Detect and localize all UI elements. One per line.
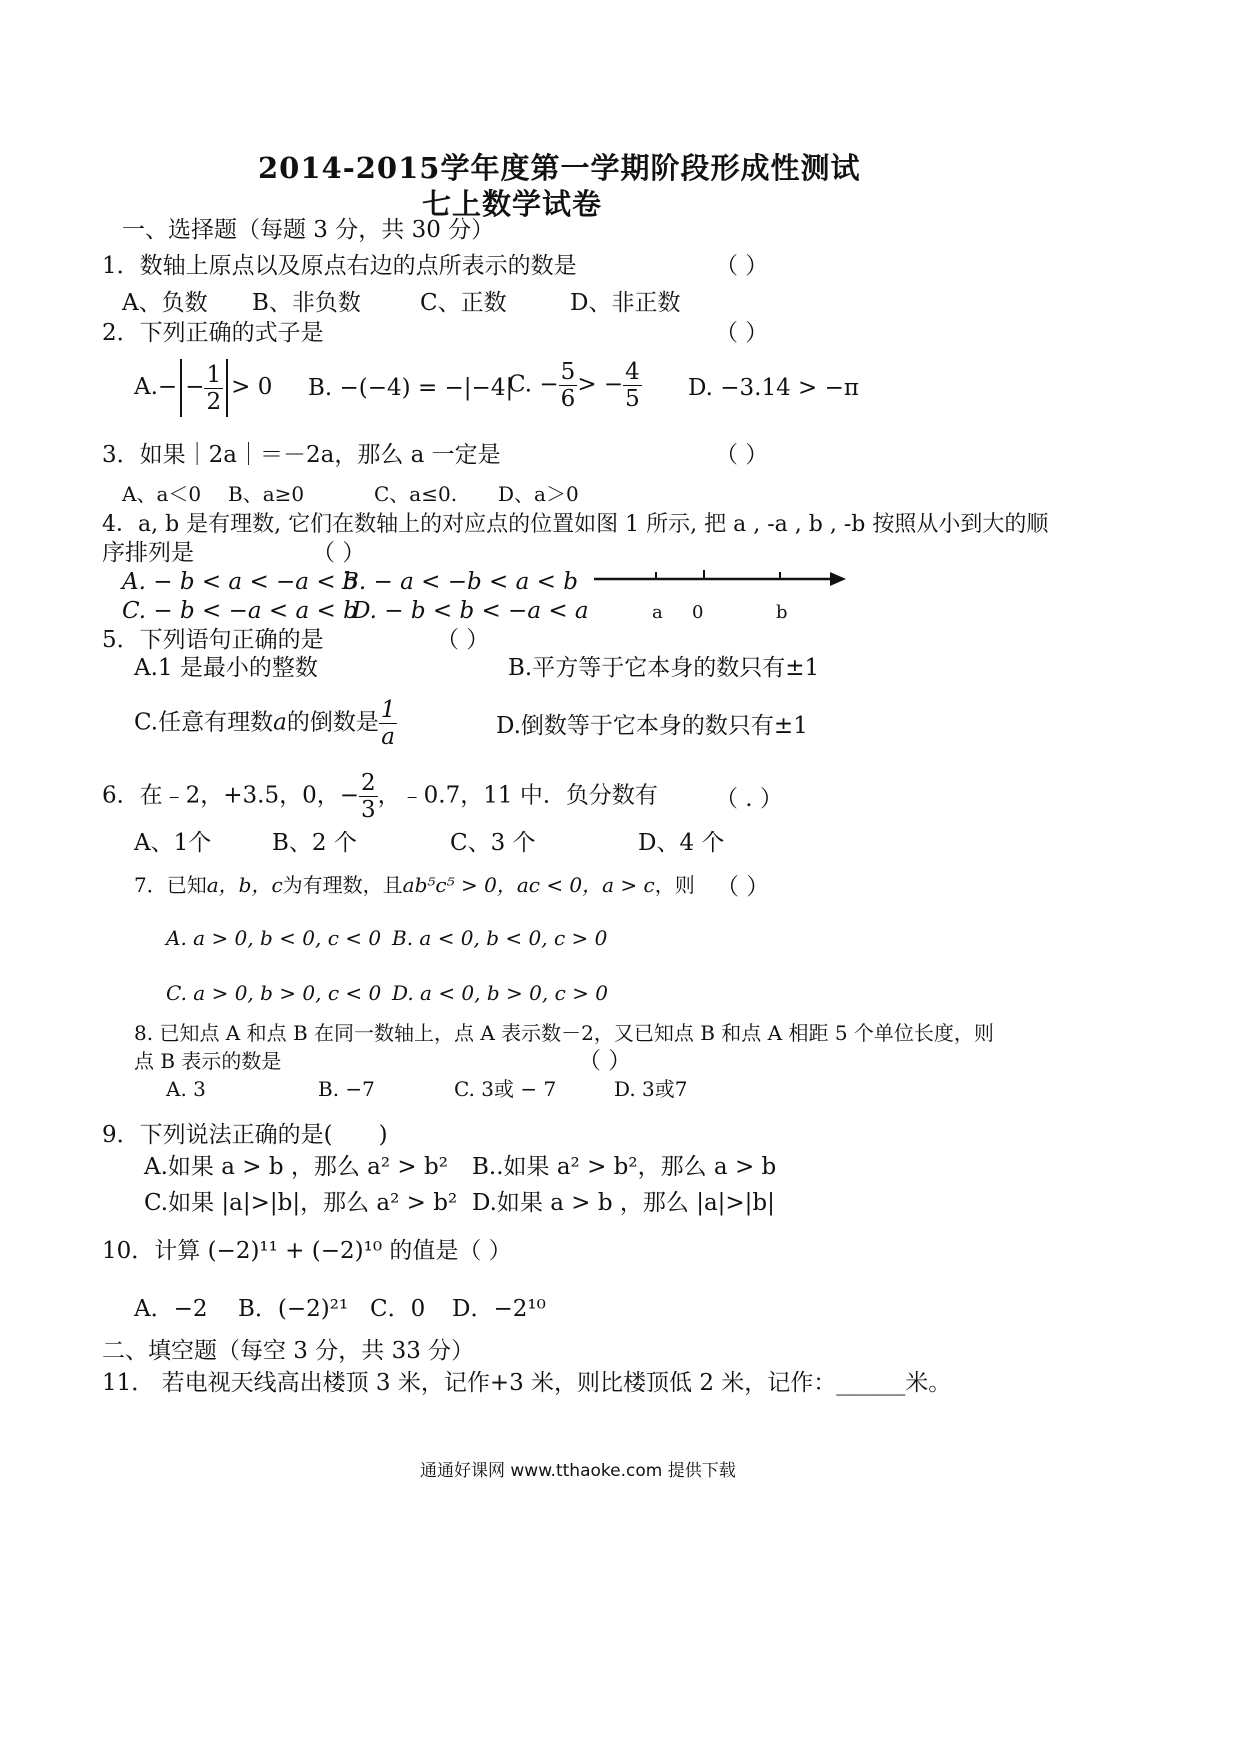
option-b: B..如果 a² > b²，那么 a > b bbox=[472, 1154, 777, 1180]
stem-part: ，则 bbox=[654, 873, 695, 897]
stem-condition: ab⁵c⁵ > 0，ac < 0，a > c bbox=[402, 873, 655, 897]
option-d: D、4 个 bbox=[638, 830, 725, 856]
answer-paren: （ ） bbox=[312, 540, 366, 566]
option-a: A、1个 bbox=[134, 830, 212, 856]
answer-paren: （ ） bbox=[715, 253, 769, 279]
numerator: 4 bbox=[625, 359, 640, 385]
option-d: D.倒数等于它本身的数只有±1 bbox=[496, 713, 808, 739]
option-c bbox=[134, 697, 397, 750]
option-c: C、3 个 bbox=[450, 830, 536, 856]
option-label: C. − bbox=[508, 371, 559, 398]
option-b: B、非负数 bbox=[252, 290, 361, 316]
arrow-head-icon bbox=[830, 572, 846, 586]
fraction bbox=[559, 359, 578, 412]
option-b: B.平方等于它本身的数只有±1 bbox=[508, 655, 820, 681]
option-a: A、负数 bbox=[122, 290, 208, 316]
stem-part: ，﹣0.7，11 中．负分数有 bbox=[377, 782, 658, 809]
fraction bbox=[379, 697, 398, 750]
denominator: 2 bbox=[206, 388, 222, 415]
numerator: 1 bbox=[380, 697, 396, 723]
question-stem-cont: 序排列是 bbox=[102, 540, 194, 566]
option-d: D．−2¹⁰ bbox=[452, 1296, 546, 1322]
option-d: D. a < 0, b > 0, c > 0 bbox=[392, 981, 608, 1005]
option-a: A.如果 a > b ，那么 a² > b² bbox=[144, 1154, 448, 1180]
option-label: A. bbox=[134, 374, 158, 400]
section-heading-fill: 二、填空题（每空 3 分，共 33 分） bbox=[102, 1338, 475, 1364]
section-heading-choice: 一、选择题（每题 3 分，共 30 分） bbox=[122, 217, 495, 243]
option-c: C. a > 0, b > 0, c < 0 bbox=[166, 981, 382, 1005]
question-stem: 5．下列语句正确的是 bbox=[102, 627, 324, 653]
denominator: 5 bbox=[625, 386, 640, 412]
question-stem: 4．a, b 是有理数, 它们在数轴上的对应点的位置如图 1 所示, 把 a , -a , b , -b 按照从小到大的顺 bbox=[102, 512, 1049, 537]
variable: a bbox=[273, 709, 287, 736]
page-title: 2014-2015学年度第一学期阶段形成性测试 bbox=[258, 151, 861, 185]
option-a: A、a＜0 bbox=[122, 482, 202, 506]
question-stem bbox=[102, 770, 658, 823]
option-b: B. − a < −b < a < b bbox=[342, 569, 578, 595]
question-stem: 1．数轴上原点以及原点右边的点所表示的数是 bbox=[102, 253, 577, 279]
answer-paren: （ ） bbox=[715, 320, 769, 346]
answer-paren: （ ） bbox=[716, 874, 770, 900]
option-c: C．0 bbox=[370, 1296, 426, 1322]
option-mid: > − bbox=[577, 371, 624, 398]
option-d: D.如果 a > b ，那么 |a|>|b| bbox=[472, 1190, 775, 1216]
option-d: D. −3.14 > −π bbox=[688, 375, 860, 401]
answer-paren: （ ） bbox=[578, 1048, 632, 1074]
page-footer: 通通好课网 www.tthaoke.com 提供下载 bbox=[420, 1461, 736, 1481]
question-stem bbox=[134, 872, 695, 898]
option-a: A.1 是最小的整数 bbox=[134, 655, 318, 681]
question-11: 11． 若电视天线高出楼顶 3 米，记作+3 米，则比楼顶低 2 米，记作：______米。 bbox=[102, 1370, 952, 1396]
numerator: 5 bbox=[560, 359, 576, 385]
fraction bbox=[623, 359, 642, 412]
option-a: A. a > 0, b < 0, c < 0 bbox=[166, 926, 382, 950]
answer-paren: （ . ） bbox=[715, 786, 783, 812]
option-b: B. a < 0, b < 0, c > 0 bbox=[392, 926, 608, 950]
option-d: D. − b < b < −a < a bbox=[352, 598, 589, 624]
option-c: C、正数 bbox=[420, 290, 507, 316]
option-c: C. 3或 − 7 bbox=[454, 1077, 557, 1101]
axis-label-a: a bbox=[652, 602, 663, 623]
denominator: 3 bbox=[361, 797, 376, 823]
answer-paren: （ ） bbox=[436, 627, 490, 653]
option-tail: > 0 bbox=[231, 374, 273, 400]
question-stem-cont: 点 B 表示的数是 bbox=[134, 1049, 282, 1073]
question-stem: 9．下列说法正确的是( ) bbox=[102, 1122, 388, 1148]
option-c: C、a≤0. bbox=[374, 482, 458, 506]
option-a bbox=[134, 359, 272, 417]
question-stem: 3．如果｜2a｜＝－2a，那么 a 一定是 bbox=[102, 442, 501, 468]
option-d: D、a＞0 bbox=[498, 482, 579, 506]
axis-label-b: b bbox=[776, 602, 788, 623]
number-line-figure bbox=[590, 566, 850, 592]
abs-bar-left bbox=[180, 359, 182, 417]
question-stem: 2．下列正确的式子是 bbox=[102, 320, 324, 346]
question-stem: 10．计算 (−2)¹¹ + (−2)¹⁰ 的值是（ ） bbox=[102, 1238, 512, 1264]
option-b: B. −7 bbox=[318, 1077, 375, 1101]
option-b: B．(−2)²¹ bbox=[238, 1296, 349, 1322]
option-a: A. 3 bbox=[166, 1077, 206, 1101]
option-b: B、a≥0 bbox=[228, 482, 305, 506]
abs-bar-right bbox=[226, 359, 228, 417]
option-b: B、2 个 bbox=[272, 830, 357, 856]
denominator: 6 bbox=[560, 386, 576, 412]
option-d: D. 3或7 bbox=[614, 1077, 688, 1101]
numerator: 2 bbox=[361, 770, 376, 796]
option-a: A. − b < a < −a < b bbox=[122, 569, 358, 595]
axis-label-0: 0 bbox=[692, 602, 704, 623]
fraction bbox=[359, 770, 378, 823]
option-b: B. −(−4) = −|−4| bbox=[308, 375, 514, 401]
minus-sign: − bbox=[185, 374, 205, 400]
stem-part: 7．已知 bbox=[134, 873, 207, 897]
numerator: 1 bbox=[206, 361, 222, 388]
option-text: 的倒数是 bbox=[286, 709, 379, 736]
option-a: A．−2 bbox=[134, 1296, 208, 1322]
minus-sign: − bbox=[157, 374, 178, 400]
stem-part: 为有理数，且 bbox=[282, 873, 403, 897]
stem-part: 6．在﹣2，+3.5，0，− bbox=[102, 782, 360, 809]
option-c: C. − b < −a < a < b bbox=[122, 598, 358, 624]
option-c bbox=[508, 359, 642, 412]
answer-paren: （ ） bbox=[715, 442, 769, 468]
denominator: a bbox=[381, 724, 395, 750]
option-text: C.任意有理数 bbox=[134, 709, 274, 736]
option-c: C.如果 |a|>|b|，那么 a² > b² bbox=[144, 1190, 458, 1216]
page-subtitle: 七上数学试卷 bbox=[422, 187, 603, 221]
stem-vars: a，b，c bbox=[206, 873, 283, 897]
question-stem: 8. 已知点 A 和点 B 在同一数轴上，点 A 表示数－2，又已知点 B 和点 A 相距 5 个单位长度，则 bbox=[134, 1021, 994, 1045]
option-d: D、非正数 bbox=[570, 290, 681, 316]
fraction bbox=[204, 362, 223, 415]
